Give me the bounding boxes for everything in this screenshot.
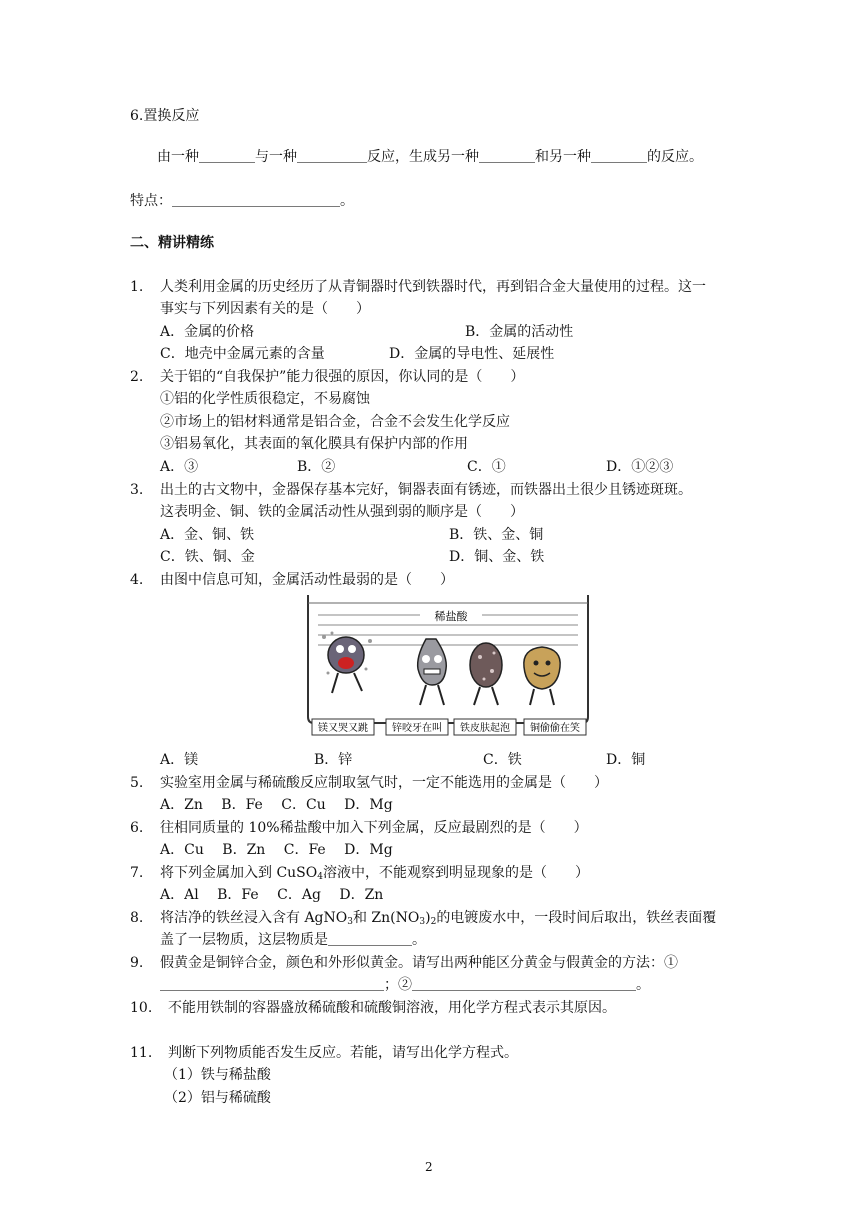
q2-option-d: D．①②③ (606, 459, 674, 475)
q4-option-d: D．铜 (606, 752, 646, 768)
q4-option-c: C．铁 (483, 752, 522, 768)
q7-subscript: 4 (317, 872, 323, 882)
zinc-character (418, 639, 447, 705)
section-2-title: 二、精讲精练 (130, 235, 214, 251)
q2-statement-1: ①铝的化学性质很稳定，不易腐蚀 (160, 391, 370, 407)
q10-number: 10. (130, 1000, 153, 1016)
q8-text-mid2: ) (425, 910, 431, 926)
q1-option-c: C．地壳中金属元素的含量 (160, 346, 325, 362)
q8-text-post: 的电镀废水中，一段时间后取出，铁丝表面覆 (436, 910, 717, 926)
q8-text-pre: 将洁净的铁丝浸入含有 AgNO (160, 910, 348, 926)
q1-option-b: B．金属的活动性 (465, 324, 574, 340)
q9-number: 9. (130, 955, 144, 971)
q8-number: 8. (130, 910, 144, 926)
caption-iron: 铁皮肤起泡 (460, 723, 510, 734)
q11-number: 11. (130, 1045, 153, 1061)
q7-number: 7. (130, 865, 144, 881)
q4-number: 4. (130, 572, 144, 588)
beaker-label: 稀盐酸 (434, 610, 468, 623)
section-6-definition: 由一种＿＿＿＿与一种＿＿＿＿＿反应，生成另一种＿＿＿＿和另一种＿＿＿＿的反应。 (157, 149, 703, 165)
q2-text: 关于铝的“自我保护”能力很强的原因，你认同的是（ ） (160, 369, 525, 385)
q5-number: 5. (130, 775, 144, 791)
q5-text: 实验室用金属与稀硫酸反应制取氢气时，一定不能选用的金属是（ ） (160, 775, 608, 791)
q3-number: 3. (130, 482, 144, 498)
q6-number: 6. (130, 820, 144, 836)
q1-option-d: D．金属的导电性、延展性 (389, 346, 555, 362)
q5-options: A．Zn B．Fe C．Cu D．Mg (160, 797, 393, 813)
q4-option-b: B．锌 (314, 752, 353, 768)
caption-zinc: 锌咬牙在叫 (392, 723, 442, 734)
q9-text-line1: 假黄金是铜锌合金，颜色和外形似黄金。请写出两种能区分黄金与假黄金的方法：① (160, 955, 678, 971)
caption-magnesium: 镁又哭又跳 (318, 723, 368, 734)
copper-character (524, 647, 560, 705)
q4-text: 由图中信息可知，金属活动性最弱的是（ ） (160, 572, 454, 588)
q1-text-line2: 事实与下列因素有关的是（ ） (160, 301, 370, 317)
q10-text: 不能用铁制的容器盛放稀硫酸和硫酸铜溶液，用化学方程式表示其原因。 (168, 1000, 616, 1016)
section-6-title: 6.置换反应 (130, 108, 200, 124)
iron-character (470, 643, 502, 705)
q7-text (160, 863, 589, 887)
q3-option-b: B．铁、金、铜 (449, 527, 544, 543)
q7-text-pre: 将下列金属加入到 CuSO (160, 865, 318, 881)
q8-sub-2: 3 (419, 917, 426, 927)
q1-number: 1. (130, 279, 144, 295)
q3-option-a: A．金、铜、铁 (160, 527, 255, 543)
q3-text-line1: 出土的古文物中，金器保存基本完好，铜器表面有锈迹，而铁器出土很少且锈迹斑斑。 (160, 482, 692, 498)
q8-sub-3: 2 (430, 917, 437, 927)
q3-text-line2: 这表明金、铜、铁的金属活动性从强到弱的顺序是（ ） (160, 504, 524, 520)
q7-options: A．Al B．Fe C．Ag D．Zn (160, 887, 384, 903)
q8-text-line2: 盖了一层物质，这层物质是＿＿＿＿＿＿。 (160, 932, 426, 948)
caption-copper: 铜偷偷在笑 (530, 723, 580, 734)
q11-text: 判断下列物质能否发生反应。若能，请写出化学方程式。 (168, 1045, 518, 1061)
q4-option-a: A．镁 (160, 752, 199, 768)
q6-options: A．Cu B．Zn C．Fe D．Mg (160, 842, 393, 858)
q2-option-b: B．② (297, 459, 336, 475)
q2-option-c: C．① (467, 459, 506, 475)
q1-option-a: A．金属的价格 (160, 324, 255, 340)
q3-option-c: C．铁、铜、金 (160, 549, 255, 565)
q6-text: 往相同质量的 10%稀盐酸中加入下列金属，反应最剧烈的是（ ） (160, 820, 588, 836)
q7-text-post: 溶液中，不能观察到明显现象的是（ ） (322, 865, 589, 881)
q8-text-mid: 和 Zn(NO (352, 910, 420, 926)
q8-text-line1 (160, 908, 716, 932)
q1-text-line1: 人类利用金属的历史经历了从青铜器时代到铁器时代，再到铝合金大量使用的过程。这一 (160, 279, 706, 295)
q8-sub-1: 3 (347, 917, 353, 927)
metal-reaction-figure (302, 593, 594, 739)
page-number: 2 (425, 1160, 433, 1174)
magnesium-character (322, 632, 372, 694)
q2-option-a: A．③ (160, 459, 199, 475)
q9-text-line2: ＿＿＿＿＿＿＿＿＿＿＿＿＿＿＿＿；②＿＿＿＿＿＿＿＿＿＿＿＿＿＿＿＿。 (160, 977, 650, 993)
q11-subquestion-2: （2）铝与稀硫酸 (164, 1090, 271, 1106)
q11-subquestion-1: （1）铁与稀盐酸 (164, 1067, 271, 1083)
q2-statement-2: ②市场上的铝材料通常是铝合金，合金不会发生化学反应 (160, 414, 510, 430)
section-6-feature: 特点：＿＿＿＿＿＿＿＿＿＿＿＿。 (130, 193, 354, 209)
q3-option-d: D．铜、金、铁 (449, 549, 545, 565)
q2-number: 2. (130, 369, 144, 385)
q2-statement-3: ③铝易氧化，其表面的氧化膜具有保护内部的作用 (160, 436, 468, 452)
